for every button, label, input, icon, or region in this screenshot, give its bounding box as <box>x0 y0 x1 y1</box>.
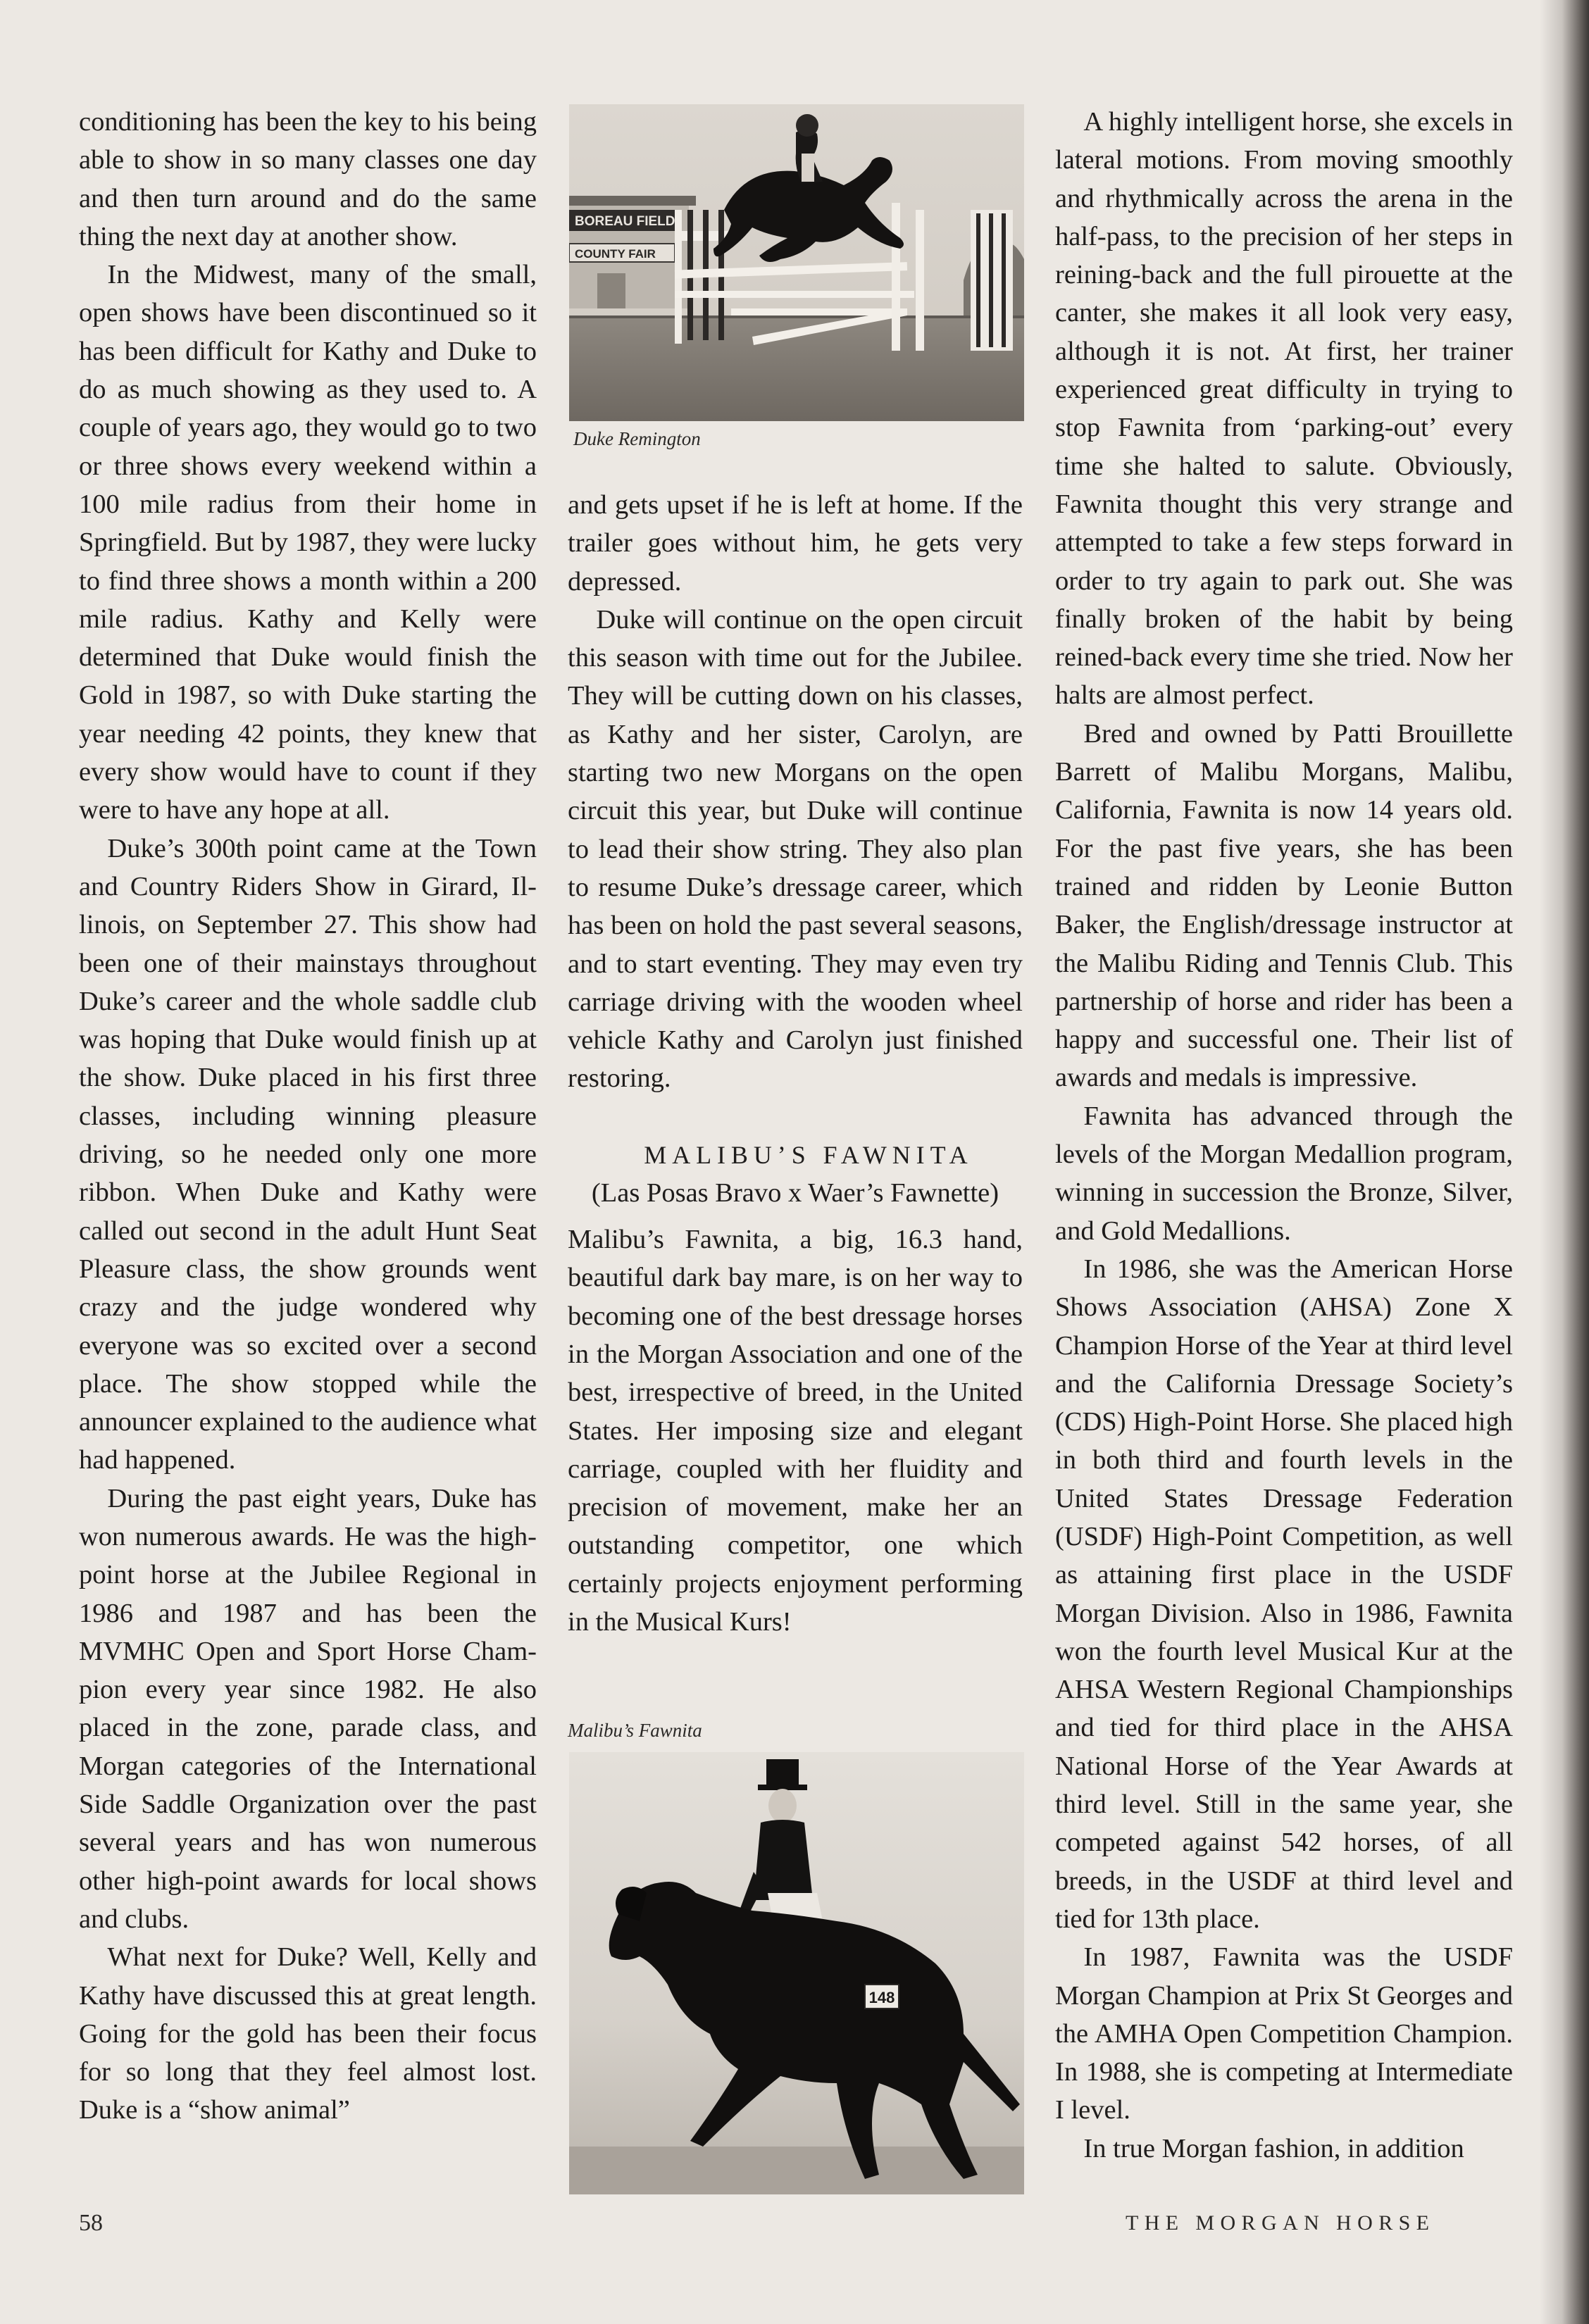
paragraph: In true Morgan fashion, in addition <box>1083 2133 1464 2163</box>
paragraph: Malibu’s Fawnita, a big, 16.3 hand, beautiful dark bay mare, is on her way to becoming one of the best dressage horses in the Morgan Association and one of the best, irrespective of breed, in the United States. Her imposing size and elegant carriage, coupled with her fluidity and precision of movement, make her an outstanding competitor, one which certainly projects enjoyment performing in the Musical Kurs! <box>568 1225 1023 1637</box>
section-subheading: (Las Posas Bravo x Waer’s Fawnette) <box>591 1177 999 1208</box>
text-column-2 <box>568 486 1023 1641</box>
photo-malibus-fawnita <box>569 1752 1024 2194</box>
paragraph: conditioning has been the key to his being able to show in so many classes one day and then turn around and do the same thing the next day at another show. <box>79 107 537 251</box>
photo-duke-remington-image <box>569 104 1024 421</box>
text-column-1 <box>79 103 537 2130</box>
paragraph: Duke will continue on the open circuit this season with time out for the Jubilee. They will be cutting down on his classes, as Kathy and her sister, Carolyn, are starting two new Morgans on the open circuit this year, but Duke will continue to lead their show string. They also plan to resume Duke’s dressage career, which has been on hold the past several seasons, and to start eventing. They may even try carriage driving with the wooden wheel vehicle Kathy and Carolyn just finished restoring. <box>568 604 1023 1094</box>
paragraph: Fawnita has advanced through the levels of the Morgan Medallion program, winning in succession the Bronze, Silver, and Gold Medallions. <box>1055 1101 1513 1246</box>
entry-number: 148 <box>868 1989 895 2006</box>
paragraph: In 1987, Fawnita was the USDF Morgan Champion at Prix St Georges and the AMHA Open Competition Champion. In 1988, she is competing at Intermediate I level. <box>1055 1942 1513 2125</box>
photo-malibus-fawnita-image <box>569 1752 1024 2194</box>
paragraph: A highly intelligent horse, she excels in lateral motions. From moving smoothly and rhythmically across the arena in the half-pass, to the precision of her steps in reining-back and the full pirouette at the canter, she makes it all look very easy, although it is not. At first, her trainer experienced great difficulty in trying to stop Fawnita from ‘parking-out’ every time she halted to salute. Obviously, Fawnita thought this very strange and attempted to take a few steps forward in order to try again to park out. She was finally broken of the habit by being reined-back every time she tried. Now her halts are almost perfect. <box>1055 107 1513 711</box>
section-heading: MALIBU’S FAWNITA <box>644 1140 973 1169</box>
paragraph: In 1986, she was the American Horse Shows Association (AHSA) Zone X Champion Horse of the Year at third level and the California Dressage Society’s (CDS) High-Point Horse. She placed high in both third and fourth levels in the United States Dressage Federation (USDF) High-Point Competition, as well as attaining first place in the USDF Morgan Division. Also in 1986, Fawnita won the fourth level Musical Kur at the AHSA Western Regional Championships and tied for third place in the AHSA National Horse of the Year Awards at third level. Still in the same year, she competed against 542 horses, of all breeds, in the USDF at third level and tied for 13th place. <box>1055 1254 1513 1934</box>
sign-text-fair: COUNTY FAIR <box>575 247 656 261</box>
paragraph: During the past eight years, Duke has won numerous awards. He was the high-point horse at the Jubilee Regional in 1986 and 1987 and has been the MVMHC Open and Sport Horse Champion every year since 1982. He also placed in the zone, parade class, and Morgan categories of the International Side Saddle Organization over the past several years and has won numerous other high-point awards for local shows and clubs. <box>79 1483 537 1934</box>
photo-duke-remington <box>569 104 1024 421</box>
photo-caption-malibus-fawnita: Malibu’s Fawnita <box>568 1720 702 1741</box>
paragraph: Bred and owned by Patti Brouillette Barrett of Malibu Morgans, Malibu, California, Fawnita is now 14 years old. For the past five years, she has been trained and ridden by Leonie Button Baker, the English/dressage instructor at the Malibu Riding and Tennis Club. This partnership of horse and rider has been a happy and successful one. Their list of awards and medals is impressive. <box>1055 718 1513 1093</box>
paragraph: In the Midwest, many of the small, open shows have been discontinued so it has been difficult for Kathy and Duke to do as much showing as they used to. A couple of years ago, they would go to two or three shows every weekend within a 100 mile radius from their home in Springfield. But by 1987, they were lucky to find three shows a month within a 200 mile radius. Kathy and Kelly were determined that Duke would finish the Gold in 1987, so with Duke starting the year needing 42 points, they knew that every show would have to count if they were to have any hope at all. <box>79 260 537 825</box>
sign-text-field: BOREAU FIELD <box>575 214 675 229</box>
paragraph: Duke’s 300th point came at the Town and Country Riders Show in Girard, Illinois, on September 27. This show had been one of their mainstays throughout Duke’s career and the whole saddle club was hoping that Duke would finish up at the show. Duke placed in his first three classes, including winning pleasure driving, so he needed only one more ribbon. When Duke and Kathy were called out second in the adult Hunt Seat Pleasure class, the show grounds went crazy and the judge wondered why everyone was so excited over a second place. The show stopped while the announcer explained to the audience what had happened. <box>79 833 537 1475</box>
page-number: 58 <box>79 2210 103 2236</box>
text-column-3 <box>1055 103 1513 2168</box>
paragraph: What next for Duke? Well, Kelly and Kathy have discussed this at great length. Going for the gold has been their focus for so long that they feel almost lost. Duke is a “show animal” <box>79 1942 537 2125</box>
photo-caption-duke-remington: Duke Remington <box>573 428 701 449</box>
page-edge-shadow <box>1540 0 1589 2324</box>
running-title: THE MORGAN HORSE <box>1126 2211 1435 2235</box>
paragraph: and gets upset if he is left at home. If the trailer goes without him, he gets very depressed. <box>568 490 1023 596</box>
